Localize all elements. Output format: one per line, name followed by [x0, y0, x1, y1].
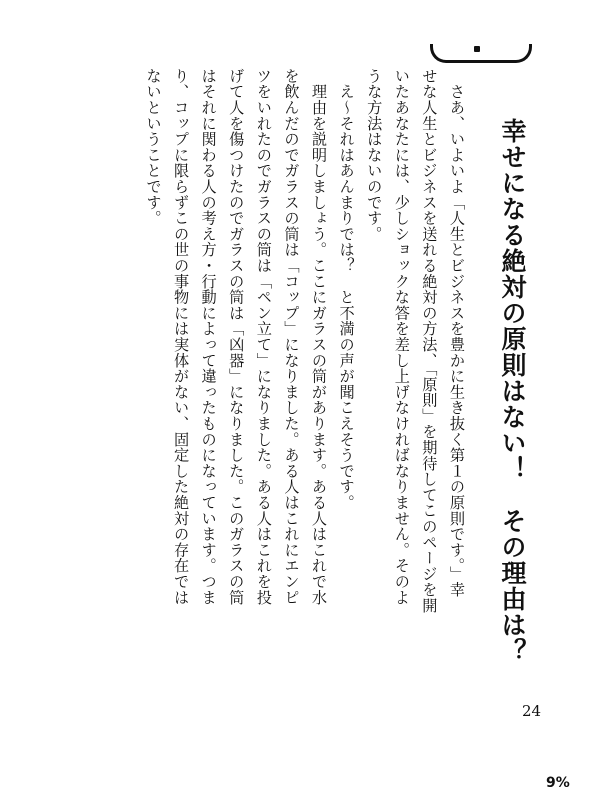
page-number: 24	[522, 702, 542, 720]
chapter-tab	[430, 44, 532, 63]
paragraph-explanation: え～それはあんまりでは？ と不満の声が聞こえそうです。 理由を説明しましょう。ここにガラスの筒があります。ある人はこれで水 を飲んだのでガラスの筒は「コップ」になりました。ある人はこれにエンピ ツをいれたのでガラスの筒は「ペン立て」になりました。ある人はこれを投 げて人を傷つけたのでガラスの筒は「凶器」になりました。このガラスの筒 はそれに関わる人の考え方・行動によって違ったものになっています。つま り、コップに限らずこの世の事物には実体がない、固定した絶対の存在では ないということです。	[144, 68, 356, 606]
chapter-tab-marker	[474, 46, 480, 52]
body-text	[139, 68, 470, 613]
paragraph-intro: さあ、いよいよ「人生とビジネスを豊かに生き抜く第１の原則です。」幸 せな人生とビジネスを送れる絶対の方法、「原則」を期待してこのページを開 いたあなたには、少しショックな答を差し上げなければなりません。そのよ うな方法はないのです。	[365, 68, 466, 614]
reading-progress: 9%	[546, 775, 570, 791]
section-heading: 幸せになる絶対の原則はない！ その理由は？	[498, 118, 527, 664]
